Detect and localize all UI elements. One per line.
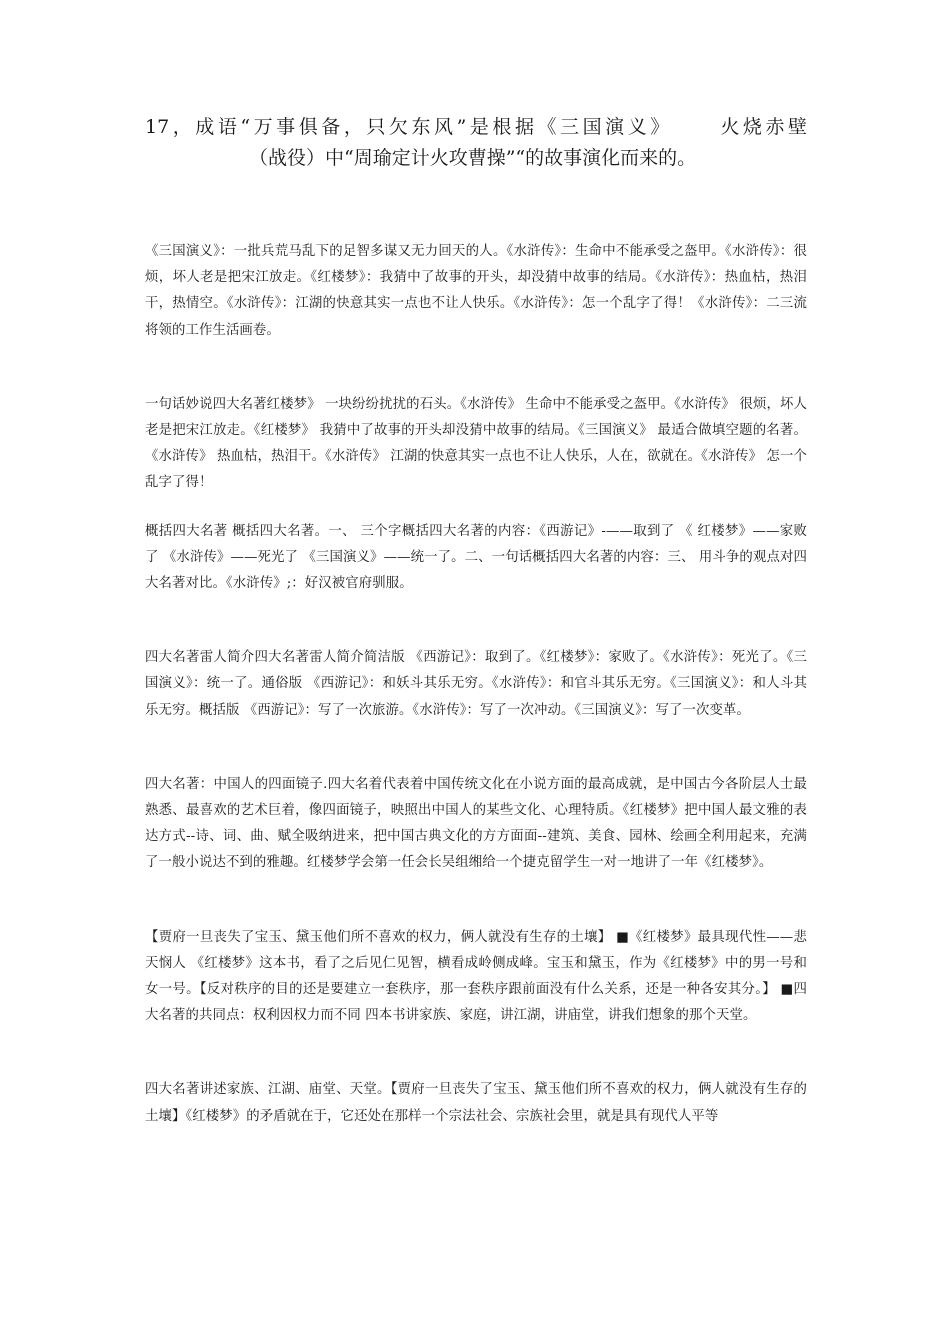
- paragraph-family-jianghu: 四大名著讲述家族、江湖、庙堂、天堂。【贾府一旦丧失了宝玉、黛玉他们所不喜欢的权力，俩人就没有生存的土壤】《红楼梦》的矛盾就在于，它还处在那样一个宗法社会、宗族社会里，就是具有现代人平等: [145, 1082, 807, 1124]
- paragraph-three-character-summary: 概括四大名著 概括四大名著。一、 三个字概括四大名著的内容：《西游记》-——取到了 《 红楼梦》——家败了 《水浒传》——死光了 《三国演义》——统一了。二、一句话概括四大名著的内容：三、 用斗争的观点对四大名著对比。《水浒传》;：好汉被官府驯服。: [145, 523, 807, 592]
- question-answer: 火烧赤壁: [716, 116, 807, 138]
- fill-in-question: [145, 112, 807, 174]
- paragraph-modernity: 【贾府一旦丧失了宝玉、黛玉他们所不喜欢的权力，俩人就没有生存的土壤】 ■《红楼梦》最具现代性——悲天悯人 《红楼梦》这本书，看了之后见仁见智，横看成岭侧成峰。宝玉和黛玉，作为《红楼梦》中的男一号和女一号。【反对秩序的目的还是要建立一套秩序，那一套秩序跟前面没有什么关系，还是一种各安其分。】 ■四大名著的共同点：权利因权力而不同 四本书讲家族、家庭，讲江湖，讲庙堂，讲我们想象的那个天堂。: [145, 929, 807, 1024]
- question-prefix: 17，成语“万事俱备，只欠东风”是根据《三国演义》: [145, 116, 673, 138]
- paragraph-four-mirrors: 四大名著：中国人的四面镜子.四大名着代表着中国传统文化在小说方面的最高成就，是中国古今各阶层人士最熟悉、最喜欢的艺术巨着，像四面镜子，映照出中国人的某些文化、心理特质。《红楼梦》把中国人最文雅的表达方式--诗、词、曲、赋全吸纳进来，把中国古典文化的方方面面--建筑、美食、园林、绘画全利用起来，充满了一般小说达不到的雅趣。红楼梦学会第一任会长吴组缃给一个捷克留学生一对一地讲了一年《红楼梦》。: [145, 776, 807, 871]
- paragraph-witty-summary: 一句话妙说四大名著红楼梦》 一块纷纷扰扰的石头。《水浒传》 生命中不能承受之盔甲。《水浒传》 很烦，坏人老是把宋江放走。《红楼梦》 我猜中了故事的开头却没猜中故事的结局。《三国演义》 最适合做填空题的名著。《水浒传》 热血枯，热泪干。《水浒传》 江湖的快意其实一点也不让人快乐，人在，欲就在。《水浒传》 怎一个乱字了得！: [145, 396, 807, 491]
- document-page: [145, 112, 807, 1130]
- question-suffix: （战役）中“周瑜定计火攻曹操”“的故事演化而来的。: [249, 147, 697, 169]
- paragraph-funny-introduction: 四大名著雷人简介四大名著雷人简介简洁版 《西游记》：取到了。《红楼梦》：家败了。《水浒传》：死光了。《三国演义》：统一了。通俗版 《西游记》：和妖斗其乐无穷。《水浒传》：和官斗其乐无穷。《三国演义》：和人斗其乐无穷。概括版 《西游记》：写了一次旅游。《水浒传》：写了一次冲动。《三国演义》：写了一次变革。: [145, 650, 807, 718]
- paragraph-one-line-reviews: 《三国演义》：一批兵荒马乱下的足智多谋又无力回天的人。《水浒传》：生命中不能承受之盔甲。《水浒传》：很烦，坏人老是把宋江放走。《红楼梦》：我猜中了故事的开头，却没猜中故事的结局。《水浒传》：热血枯，热泪干，热情空。《水浒传》：江湖的快意其实一点也不让人快乐。《水浒传》：怎一个乱字了得！《水浒传》：二三流将领的工作生活画卷。: [145, 244, 807, 338]
